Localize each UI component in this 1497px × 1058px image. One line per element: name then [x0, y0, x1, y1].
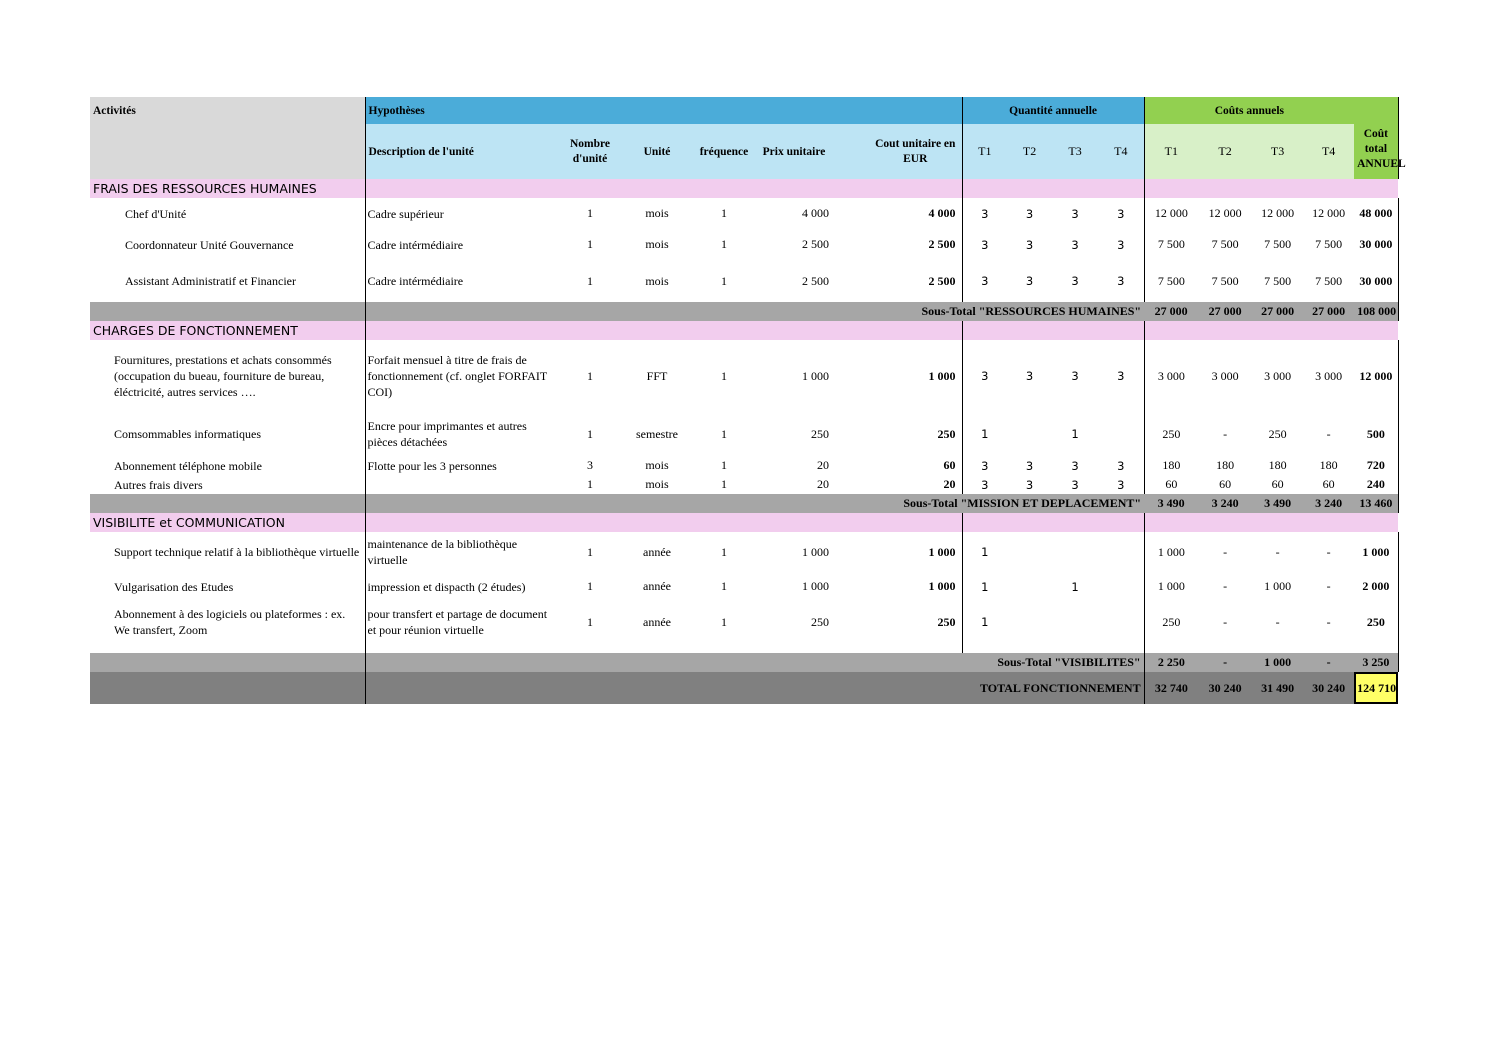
nombre-cell: 1	[587, 426, 593, 441]
total-cell: 2 000	[1354, 572, 1398, 601]
table-row	[90, 572, 1398, 601]
prix-cell: 2 500	[802, 273, 829, 288]
quantite-cell: 1	[1071, 427, 1079, 441]
spacer-cell	[1354, 643, 1398, 653]
quantite-cell	[1052, 532, 1098, 572]
quantite-cell: 3	[1098, 340, 1144, 412]
unite-cell: année	[643, 614, 671, 629]
activites-header: Activités	[90, 97, 365, 124]
section-title: FRAIS DES RESSOURCES HUMAINES	[90, 179, 365, 198]
q-t4-header: T4	[1098, 124, 1144, 179]
grand-total-label: TOTAL FONCTIONNEMENT	[365, 672, 1144, 704]
subtotal-total-cell: 13 460	[1354, 494, 1398, 513]
frequence-cell: 1	[721, 237, 727, 251]
description-cell: Cadre intérmédiaire	[367, 274, 464, 288]
subtotal-cout-cell: 27 000	[1198, 302, 1252, 321]
prix-unitaire-header: Prix unitaire	[756, 124, 832, 179]
cout-cell: -	[1223, 544, 1228, 559]
quantite-cell: 3	[1098, 260, 1144, 302]
frequence-cell: 1	[721, 477, 727, 491]
cout-cell: 7 500	[1264, 237, 1292, 251]
cout-cell: 7 500	[1211, 273, 1239, 288]
section-filler-q	[962, 179, 1144, 198]
q-t1-header: T1	[962, 124, 1007, 179]
description-cell: Encre pour imprimantes et autres pièces détachées	[367, 419, 527, 449]
hypotheses-header: Hypothèses	[365, 97, 962, 124]
table-row	[90, 260, 1398, 302]
quantite-cell: 3	[962, 475, 1007, 494]
total-cell: 500	[1354, 412, 1398, 456]
quantite-cell: 3	[1098, 229, 1144, 260]
prix-cell: 1 000	[802, 368, 829, 383]
prix-cell: 250	[811, 426, 829, 441]
grand-total-cout-cell: 30 240	[1303, 672, 1354, 704]
quantite-cell	[1098, 532, 1144, 572]
total-cell: 48 000	[1354, 198, 1398, 229]
cout-cell: 7 500	[1315, 273, 1343, 288]
subtotal-cout-cell: 27 000	[1303, 302, 1354, 321]
prix-cell: 2 500	[802, 237, 829, 251]
description-header: Description de l'unité	[365, 124, 558, 179]
section-filler-q	[962, 321, 1144, 340]
subtotal-cout-cell: 3 240	[1303, 494, 1354, 513]
quantite-cell: 3	[1025, 477, 1034, 492]
cout-cell: 3 000	[1315, 368, 1343, 383]
cout-cell: 60	[1219, 477, 1232, 491]
cout-cell: -	[1275, 544, 1280, 559]
section-header-row	[90, 321, 1398, 340]
prix-cell: 250	[811, 614, 829, 629]
cout-unitaire-header: Cout unitaire en EUR	[832, 124, 962, 179]
quantite-annuelle-header: Quantité annuelle	[962, 97, 1144, 124]
subtotal-row	[90, 653, 1398, 672]
activite-cell: Assistant Administratif et Financier	[90, 260, 365, 302]
subtotal-label: Sous-Total "RESSOURCES HUMAINES"	[365, 302, 1144, 321]
q-t2-header: T2	[1007, 124, 1052, 179]
cout-total-annuel-header: Coût total ANNUEL	[1354, 97, 1398, 179]
cout-cell: -	[1223, 614, 1228, 629]
quantite-cell	[1098, 412, 1144, 456]
cout-cell: -	[1223, 426, 1228, 441]
cout-cell: 250	[1162, 426, 1181, 441]
spacer-row	[90, 643, 1398, 653]
activite-cell: Chef d'Unité	[90, 198, 365, 229]
subtotal-cout-cell: -	[1303, 653, 1354, 672]
frequence-cell: 1	[721, 273, 727, 288]
cout-cell: 1 000	[1264, 579, 1292, 593]
quantite-cell: 3	[1025, 206, 1034, 221]
quantite-cell: 3	[1071, 458, 1079, 473]
table-row	[90, 475, 1398, 494]
frequence-cell: 1	[721, 426, 727, 441]
subtotal-cout-cell: 3 240	[1198, 494, 1252, 513]
subtotal-label: Sous-Total "MISSION ET DEPLACEMENT"	[365, 494, 1144, 513]
description-cell: Cadre supérieur	[367, 206, 444, 221]
cout-unitaire-cell: 250	[937, 426, 956, 441]
activite-cell: Abonnement à des logiciels ou plateformes : ex. We transfert, Zoom	[90, 601, 365, 643]
frequence-cell: 1	[721, 614, 727, 629]
unite-cell: mois	[645, 477, 669, 491]
nombre-cell: 1	[587, 368, 593, 383]
total-cell: 240	[1354, 475, 1398, 494]
subtotal-row	[90, 302, 1398, 321]
couts-annuels-header: Coûts annuels	[1144, 97, 1354, 124]
description-cell: maintenance de la bibliothèque virtuelle	[367, 537, 518, 567]
c-t2-header: T2	[1198, 124, 1252, 179]
nombre-cell: 1	[587, 614, 593, 629]
activite-cell: Support technique relatif à la bibliothèque virtuelle	[90, 532, 365, 572]
prix-cell: 1 000	[802, 579, 829, 593]
nombre-cell: 1	[587, 273, 593, 288]
subtotal-cout-cell: -	[1198, 653, 1252, 672]
section-filler-c	[1144, 321, 1398, 340]
quantite-cell: 3	[1071, 477, 1079, 492]
quantite-cell	[1007, 412, 1052, 456]
table-row	[90, 340, 1398, 412]
subtotal-filler	[90, 494, 365, 513]
subtotal-cout-cell: 3 490	[1252, 494, 1303, 513]
prix-cell: 4 000	[802, 206, 829, 220]
activite-cell: Comsommables informatiques	[90, 412, 365, 456]
spacer-cell	[962, 643, 1144, 653]
cout-cell: 7 500	[1211, 237, 1239, 251]
budget-table	[90, 97, 1406, 704]
cout-cell: 180	[1216, 458, 1235, 472]
cout-unitaire-cell: 1 000	[928, 544, 956, 559]
activite-cell: Autres frais divers	[90, 475, 365, 494]
quantite-cell	[1007, 572, 1052, 601]
cout-cell: 180	[1319, 458, 1338, 472]
grand-total-row	[90, 672, 1398, 704]
total-cell: 30 000	[1354, 229, 1398, 260]
c-t1-header: T1	[1144, 124, 1198, 179]
grand-total-cout-cell: 31 490	[1252, 672, 1303, 704]
quantite-cell: 3	[962, 229, 1007, 260]
cout-cell: 12 000	[1154, 206, 1188, 220]
c-t3-header: T3	[1252, 124, 1303, 179]
frequence-cell: 1	[721, 544, 727, 559]
unite-cell: semestre	[636, 426, 678, 441]
table-row	[90, 412, 1398, 456]
nombre-cell: 1	[587, 206, 593, 220]
total-cell: 250	[1354, 601, 1398, 643]
subtotal-cout-cell: 27 000	[1144, 302, 1198, 321]
section-filler	[365, 513, 962, 532]
grand-total-amount: 124 710	[1354, 672, 1398, 704]
section-filler-c	[1144, 179, 1398, 198]
quantite-cell: 3	[1098, 198, 1144, 229]
cout-cell: 12 000	[1312, 206, 1346, 220]
quantite-cell: 3	[1025, 369, 1034, 383]
section-title: VISIBILITE et COMMUNICATION	[90, 513, 365, 532]
activite-cell: Abonnement téléphone mobile	[90, 456, 365, 475]
table-row	[90, 198, 1398, 229]
cout-cell: 250	[1162, 614, 1181, 629]
cout-unitaire-cell: 2 500	[928, 237, 956, 251]
cout-cell: 180	[1162, 458, 1181, 472]
description-cell: Cadre intérmédiaire	[367, 237, 464, 252]
quantite-cell	[1098, 572, 1144, 601]
description-cell: impression et dispacth (2 études)	[367, 579, 526, 594]
frequence-cell: 1	[721, 458, 727, 472]
quantite-cell: 1	[962, 532, 1007, 572]
quantite-cell	[1007, 532, 1052, 572]
quantite-cell	[1098, 601, 1144, 643]
unite-cell: FFT	[646, 368, 668, 383]
cout-unitaire-cell: 20	[943, 477, 956, 491]
c-t4-header: T4	[1303, 124, 1354, 179]
description-cell: pour transfert et partage de document et pour réunion virtuelle	[367, 607, 548, 637]
cout-cell: 250	[1268, 426, 1287, 441]
subtotal-filler	[90, 653, 365, 672]
cout-unitaire-cell: 2 500	[928, 273, 956, 288]
section-header-row	[90, 513, 1398, 532]
total-cell: 720	[1354, 456, 1398, 475]
subtotal-filler	[90, 302, 365, 321]
cout-unitaire-cell: 4 000	[928, 206, 956, 220]
subtotal-cout-cell: 1 000	[1252, 653, 1303, 672]
cout-cell: 1 000	[1157, 544, 1185, 559]
section-filler	[365, 321, 962, 340]
cout-unitaire-cell: 250	[937, 614, 956, 629]
prix-cell: 20	[817, 458, 829, 472]
frequence-cell: 1	[721, 368, 727, 383]
cout-cell: -	[1326, 614, 1331, 629]
quantite-cell: 3	[1025, 237, 1034, 252]
unite-cell: mois	[645, 237, 669, 251]
spacer-cell	[90, 643, 365, 653]
unite-cell: année	[643, 579, 671, 593]
prix-cell: 20	[817, 477, 829, 491]
cout-cell: -	[1275, 614, 1280, 629]
cout-cell: 60	[1165, 477, 1178, 491]
nombre-cell: 1	[587, 237, 593, 251]
cout-cell: -	[1223, 579, 1228, 593]
subtotal-total-cell: 3 250	[1354, 653, 1398, 672]
quantite-cell: 3	[1025, 458, 1034, 473]
table-row	[90, 601, 1398, 643]
cout-cell: 12 000	[1208, 206, 1242, 220]
spacer-cell	[1144, 643, 1354, 653]
cout-cell: 180	[1268, 458, 1287, 472]
prix-cell: 1 000	[802, 544, 829, 559]
quantite-cell: 3	[962, 260, 1007, 302]
table-row	[90, 456, 1398, 475]
frequence-cell: 1	[721, 206, 727, 220]
cout-cell: -	[1326, 579, 1331, 593]
grand-total-cout-cell: 32 740	[1144, 672, 1198, 704]
unite-cell: mois	[645, 273, 669, 288]
description-cell	[365, 475, 558, 494]
subtotal-cout-cell: 27 000	[1252, 302, 1303, 321]
quantite-cell: 1	[1071, 579, 1079, 594]
quantite-cell: 3	[1025, 274, 1034, 288]
quantite-cell: 3	[1071, 369, 1079, 383]
quantite-cell: 3	[1071, 274, 1079, 288]
quantite-cell: 1	[962, 412, 1007, 456]
quantite-cell: 3	[1071, 206, 1079, 221]
cout-cell: 7 500	[1157, 237, 1185, 251]
nombre-cell: 3	[587, 458, 593, 472]
section-header-row	[90, 179, 1398, 198]
unite-cell: mois	[645, 206, 669, 220]
header-row-top	[90, 97, 1398, 124]
quantite-cell	[1052, 601, 1098, 643]
cout-cell: -	[1326, 426, 1331, 441]
total-cell: 1 000	[1354, 532, 1398, 572]
cout-cell: -	[1326, 544, 1331, 559]
cout-cell: 7 500	[1157, 273, 1185, 288]
subtotal-row	[90, 494, 1398, 513]
subtotal-cout-cell: 3 490	[1144, 494, 1198, 513]
quantite-cell: 3	[1098, 456, 1144, 475]
spacer-cell	[365, 643, 962, 653]
frequence-header: fréquence	[692, 124, 756, 179]
section-filler-q	[962, 513, 1144, 532]
nombre-cell: 1	[587, 544, 593, 559]
grand-total-filler	[90, 672, 365, 704]
cout-cell: 60	[1322, 477, 1335, 491]
activite-cell: Vulgarisation des Etudes	[90, 572, 365, 601]
section-title: CHARGES DE FONCTIONNEMENT	[90, 321, 365, 340]
description-cell: Flotte pour les 3 personnes	[367, 458, 497, 473]
quantite-cell: 3	[1071, 237, 1079, 252]
quantite-cell: 1	[962, 601, 1007, 643]
table-row	[90, 532, 1398, 572]
cout-cell: 1 000	[1157, 579, 1185, 593]
table-row	[90, 229, 1398, 260]
cout-cell: 60	[1271, 477, 1284, 491]
total-cell: 12 000	[1354, 340, 1398, 412]
cout-cell: 7 500	[1315, 237, 1343, 251]
cout-unitaire-cell: 1 000	[928, 579, 956, 593]
cout-cell: 3 000	[1264, 368, 1292, 383]
cout-cell: 7 500	[1264, 273, 1292, 288]
header-row-sub	[90, 124, 1398, 179]
subtotal-cout-cell: 2 250	[1144, 653, 1198, 672]
unite-header: Unité	[622, 124, 692, 179]
grand-total-cout-cell: 30 240	[1198, 672, 1252, 704]
section-filler	[365, 179, 962, 198]
frequence-cell: 1	[721, 579, 727, 593]
quantite-cell	[1007, 601, 1052, 643]
quantite-cell: 3	[1098, 475, 1144, 494]
nombre-cell: 1	[587, 477, 593, 491]
cout-unitaire-cell: 1 000	[928, 368, 956, 383]
quantite-cell: 3	[962, 198, 1007, 229]
activite-cell: Fournitures, prestations et achats consommés (occupation du bueau, fourniture de bureau, éléctricité, autres services ….	[90, 340, 365, 412]
cout-cell: 3 000	[1211, 368, 1239, 383]
subtotal-label: Sous-Total "VISIBILITES"	[365, 653, 1144, 672]
nombre-cell: 1	[587, 579, 593, 593]
unite-cell: année	[643, 544, 671, 559]
subtotal-total-cell: 108 000	[1354, 302, 1398, 321]
quantite-cell: 1	[962, 572, 1007, 601]
section-filler-c	[1144, 513, 1398, 532]
activites-header-filler	[90, 124, 365, 179]
q-t3-header: T3	[1052, 124, 1098, 179]
unite-cell: mois	[645, 458, 669, 472]
total-cell: 30 000	[1354, 260, 1398, 302]
nombre-unite-header: Nombre d'unité	[558, 124, 622, 179]
activite-cell: Coordonnateur Unité Gouvernance	[90, 229, 365, 260]
cout-unitaire-cell: 60	[943, 458, 956, 472]
quantite-cell: 3	[962, 456, 1007, 475]
description-cell: Forfait mensuel à titre de frais de fonctionnement (cf. onglet FORFAIT COI)	[367, 353, 548, 399]
quantite-cell: 3	[962, 340, 1007, 412]
cout-cell: 12 000	[1261, 206, 1295, 220]
cout-cell: 3 000	[1157, 368, 1185, 383]
